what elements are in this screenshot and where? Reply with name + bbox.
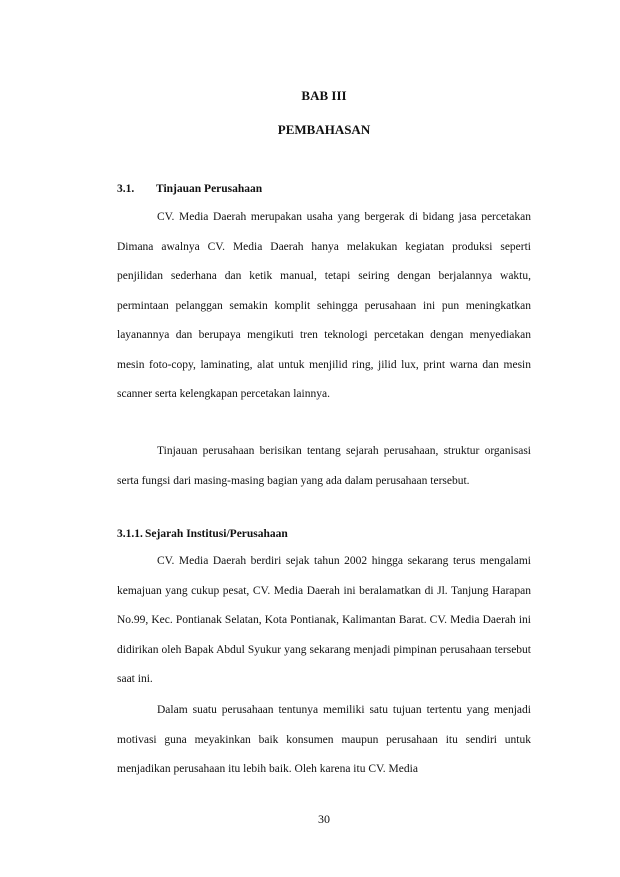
chapter-number: BAB III bbox=[301, 88, 347, 103]
paragraph: Dalam suatu perusahaan tentunya memiliki satu tujuan tertentu yang menjadi motivasi guna meyakinkan baik konsumen maupun perusahaan itu sendiri untuk menjadikan perusahaan itu lebih baik. Oleh karena itu CV. Media bbox=[117, 704, 531, 775]
section-title: Sejarah Institusi/Perusahaan bbox=[145, 528, 288, 540]
chapter-title: PEMBAHASAN bbox=[277, 122, 371, 137]
section-heading-3-1 bbox=[117, 183, 262, 195]
paragraph: Tinjauan perusahaan berisikan tentang sejarah perusahaan, struktur organisasi serta fungsi dari masing-masing bagian yang ada dalam perusahaan tersebut. bbox=[117, 445, 531, 487]
section-number: 3.1. bbox=[117, 183, 135, 195]
section-number: 3.1.1. bbox=[117, 528, 143, 540]
section-title: Tinjauan Perusahaan bbox=[156, 183, 263, 195]
page-number: 30 bbox=[318, 812, 330, 826]
paragraph: CV. Media Daerah berdiri sejak tahun 2002 hingga sekarang terus mengalami kemajuan yang cukup pesat, CV. Media Daerah ini beralamatkan di Jl. Tanjung Harapan No.99, Kec. Pontianak Selatan, Kota Pontianak, Kalimantan Barat. CV. Media Daerah ini didirikan oleh Bapak Abdul Syukur yang sekarang menjadi pimpinan perusahaan tersebut saat ini. bbox=[117, 555, 531, 685]
section-heading-3-1-1 bbox=[117, 528, 288, 540]
paragraph: CV. Media Daerah merupakan usaha yang bergerak di bidang jasa percetakan Dimana awalnya CV. Media Daerah hanya melakukan kegiatan produksi seperti penjilidan sederhana dan ketik manual, tetapi seiring dengan berjalannya waktu, permintaan pelanggan semakin komplit sehingga perusahaan ini pun meningkatkan layanannya dan berupaya mengikuti tren teknologi percetakan dengan menyediakan mesin foto-copy, laminating, alat untuk menjilid ring, jilid lux, print warna dan mesin scanner serta kelengkapan percetakan lainnya. bbox=[117, 211, 531, 400]
